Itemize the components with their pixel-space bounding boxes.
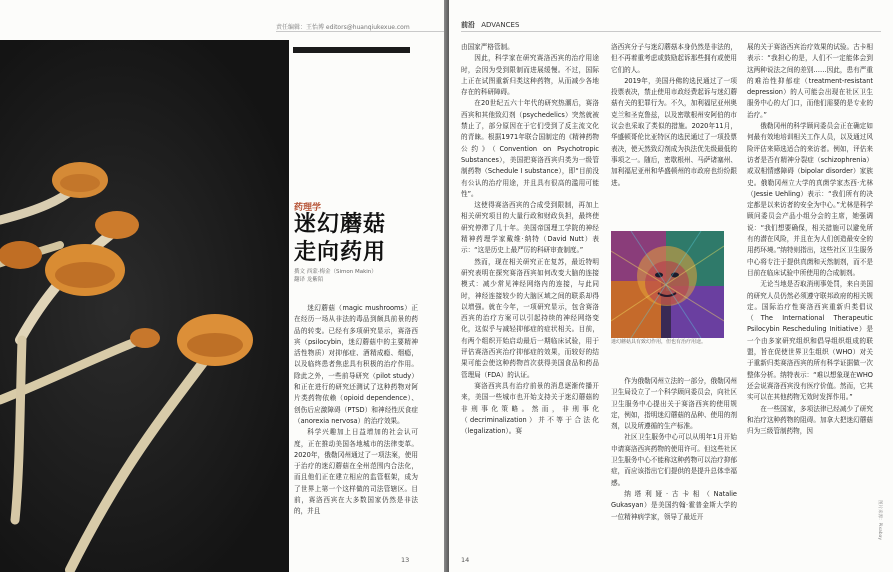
- image-credit: 图片来源：Pixabay: [877, 500, 882, 541]
- paragraph: 迷幻蘑菇（magic mushrooms）正在经历一场从非法的毒品到颇具前景的药品的转变。已经有多项研究显示，赛洛西宾（psilocybin，迷幻蘑菇中的主要精神活性物质）对抑郁症、酒精成瘾、烟瘾，以及临终患者焦虑具有积极的治疗作用。除此之外，一些前导研究（pilot study）和正在进行的研究还测试了这种药物对阿片类药物依赖（opioid dependence）、创伤后应激障碍（PTSD）和神经性厌食症（anorexia nervosa）的治疗效果。: [294, 304, 418, 425]
- page-number-left: 13: [401, 556, 410, 564]
- section-header: [461, 20, 519, 30]
- body-column-1: [461, 42, 599, 554]
- body-column-2-bottom: [611, 376, 737, 562]
- mushroom-caps: [0, 162, 253, 366]
- paragraph: 因此，科学家在研究赛洛西宾的治疗用途时，会因为受到限制而进展缓慢。不过，国际上正在试图重新归类这种药物，从而减少各地存在的科研障碍。: [461, 54, 599, 97]
- paragraph: 由国家严格管制。: [461, 43, 514, 51]
- paragraph: 科学兴趣加上日益增加的社会认可度，正在推动美国各地城市的法律变革。2020年，俄勒冈州通过了一项法案，使用于治疗的迷幻蘑菇在全州范围内合法化，而且他们正在建立相应的监管框架，成为了世界上第一个这样做的司法管辖区。目前，赛洛西宾在大多数国家仍然是非法的，并且: [294, 428, 418, 516]
- left-page: [0, 0, 444, 572]
- paragraph: 俄勒冈州的科学顾问委员会正在确定如何最有效地培训相关工作人员，以及通过风险评估来筛选适合的来访者。例如，评估来访者是否有精神分裂症（schizophrenia）或双相情感障碍（bipolar disorder）家族史。俄勒冈州立大学的真菌学家杰西·尤林（Jessie Uehling）表示：“我们所有的决定都是以来访者的安全为中心。”尤林是科学顾问委员会产品小组分会的主席，她强调说：“我们想要确保，相关措施可以避免所有的潜在风险，并且在为人们创造最安全的用药环境。”纳特则指出，这些社区卫生服务中心将专注于提供真菌和天然制剂，而不是目前在临床试验中所使用的合成制剂。: [747, 122, 873, 277]
- page-number-right: 14: [461, 556, 470, 564]
- paragraph: 作为俄勒冈州立法的一部分，俄勒冈州卫生局设立了一个科学顾问委员会，向社区卫生服务中心提出关于赛洛西宾的使用规定，例如，指明迷幻蘑菇的品种、使用的剂剂，以及所遵循的生产标准。: [611, 377, 737, 431]
- paragraph: 纳塔利娅·古卡相（Natalie Gukasyan）是美国约翰·霍普金斯大学的一位精神病学家，领导了最近开: [611, 489, 737, 521]
- body-column-2-top: [611, 42, 737, 228]
- title-line-1: 迷幻蘑菇: [294, 212, 387, 237]
- section-name-en: ADVANCES: [481, 21, 520, 29]
- title-line-2: 走向药用: [294, 240, 387, 265]
- psychedelic-portrait-image: [611, 231, 724, 338]
- paragraph: 洛西宾分子与迷幻蘑菇本身仍然是非法的，但不再着重考虑或鼓励起诉那些拥有或使用它们的人。: [611, 43, 737, 74]
- byline: [294, 268, 377, 284]
- header-rule: [461, 31, 881, 32]
- byline-author: 撰文 西蒙·梅金（Simon Makin）: [294, 269, 377, 275]
- paragraph: 在20世纪五六十年代的研究热潮后，赛洛西宾和其他致幻剂（psychedelics）突然就被禁止了，部分原因在于它们受到了反主流文化的青睐。根据1971年联合国制定的《精神药物公约》（Convention on Psychotropic Substances），美国把赛洛西宾归类为一级管制药物（Schedule I substance），即“目前没有公认的治疗用途，并且具有很高的滥用可能性”。: [461, 99, 599, 198]
- paragraph: 然而，现在相关研究正在复苏，最近特明研究表明在探究赛洛西宾如何改变大脑的连接模式：减少常见神经网络内的连接，与此同时，神经连接较少的大脑区域之间的联系却得以增强。就在今年，一项研究显示，包含赛洛西宾的治疗方案可以引起持续的神经网络变化，这似乎与减轻抑郁症的症状相关。目前，有两个组织开始启动最后一期临床试验，用于评估赛洛西宾治疗抑郁症的效果，而较好的结果可能会使这种药物首次获得美国食品和药品管理局（FDA）的认证。: [461, 257, 599, 379]
- paragraph: 社区卫生服务中心可以从明年1月开始申请赛洛西宾药物的使用许可。但这些社区卫生服务中心不能称这种药物可以治疗抑郁症，而应该指出它们提供的是提升总体幸福感。: [611, 433, 737, 487]
- byline-translator: 翻译 龙紫陌: [294, 277, 324, 283]
- body-column-3: [747, 42, 873, 554]
- paragraph: 2019年，美国丹佛的选民通过了一项投票表决，禁止使用市政经费起诉与迷幻蘑菇有关的犯罪行为。不久，加利福尼亚州奥克兰和圣克鲁兹，以及密歇根州安阿伯的市议会也采取了类似的措施。2020年11月，华盛顿哥伦比亚特区的选民通过了一项投票表决，使天然致幻剂成为执法优先级最低的事项之一。随后，密歇根州、马萨诸塞州、加利福尼亚州和华盛顿州的市政府也纷纷跟进。: [611, 76, 737, 187]
- mushroom-photo: [0, 40, 289, 572]
- paragraph: 赛洛西宾具有治疗前景的消息逐渐传播开来，美国一些城市也开始支持关于迷幻蘑菇的非刑事化策略。然而，非刑事化（decriminalization）并不等于合法化（legalization）。赛: [461, 381, 599, 436]
- left-body-column: [294, 303, 418, 549]
- paragraph: 无论当地是否取消刑事处罚，来自美国的研究人员仍然必须遵守联邦政府的相关规定。国际治疗性赛洛西宾重新归类倡议（The International Therapeutic Psilocybin Rescheduling Initiative）是一个由多家研究组织和倡导组织组成的联盟，旨在促使世界卫生组织（WHO）对关于重新归类赛洛西宾的所有科学证据做一次整体分析。纳特表示：“难以想象现在WHO还会说赛洛西宾没有医疗价值。然而，它其实可以在其他药物无效时发挥作用。”: [747, 280, 873, 402]
- paragraph: 在一些国家，多项法律已经减少了研究和治疗这种药物的阻碍。加拿大把迷幻蘑菇归为三级管制药物，因: [747, 404, 873, 436]
- section-name: 前沿: [461, 21, 475, 29]
- paragraph: 展的关于赛洛西宾治疗效果的试验。古卡相表示：“我担心的是，人们不一定能体会到这两种说法之间的差别……因此，患有严重的难治性抑郁症（treatment-resistant depression）的人可能会出现在社区卫生服务中心的大门口，而他们需要的是专业的治疗。”: [747, 43, 873, 119]
- article-title: [294, 211, 386, 267]
- header-rule: [276, 31, 444, 32]
- right-page: [449, 0, 893, 572]
- title-accent-bar: [293, 47, 410, 53]
- image-caption: 迷幻蘑菇具有致幻作用，但也有治疗用途。: [611, 339, 707, 345]
- editor-header: 责任编辑：王怡博 editors@huanqiukexue.com: [276, 24, 410, 31]
- paragraph: 这使得赛洛西宾的合成受到限制，再加上相关研究项目的大量行政和财政负担，最终使研究停滞了几十年。美国帝国理工学院的神经精神药理学家戴维·纳特（David Nutt）表示：“这是历史上最严厉的科研审查制度。”: [461, 201, 599, 255]
- article-category: 药理学: [294, 203, 322, 213]
